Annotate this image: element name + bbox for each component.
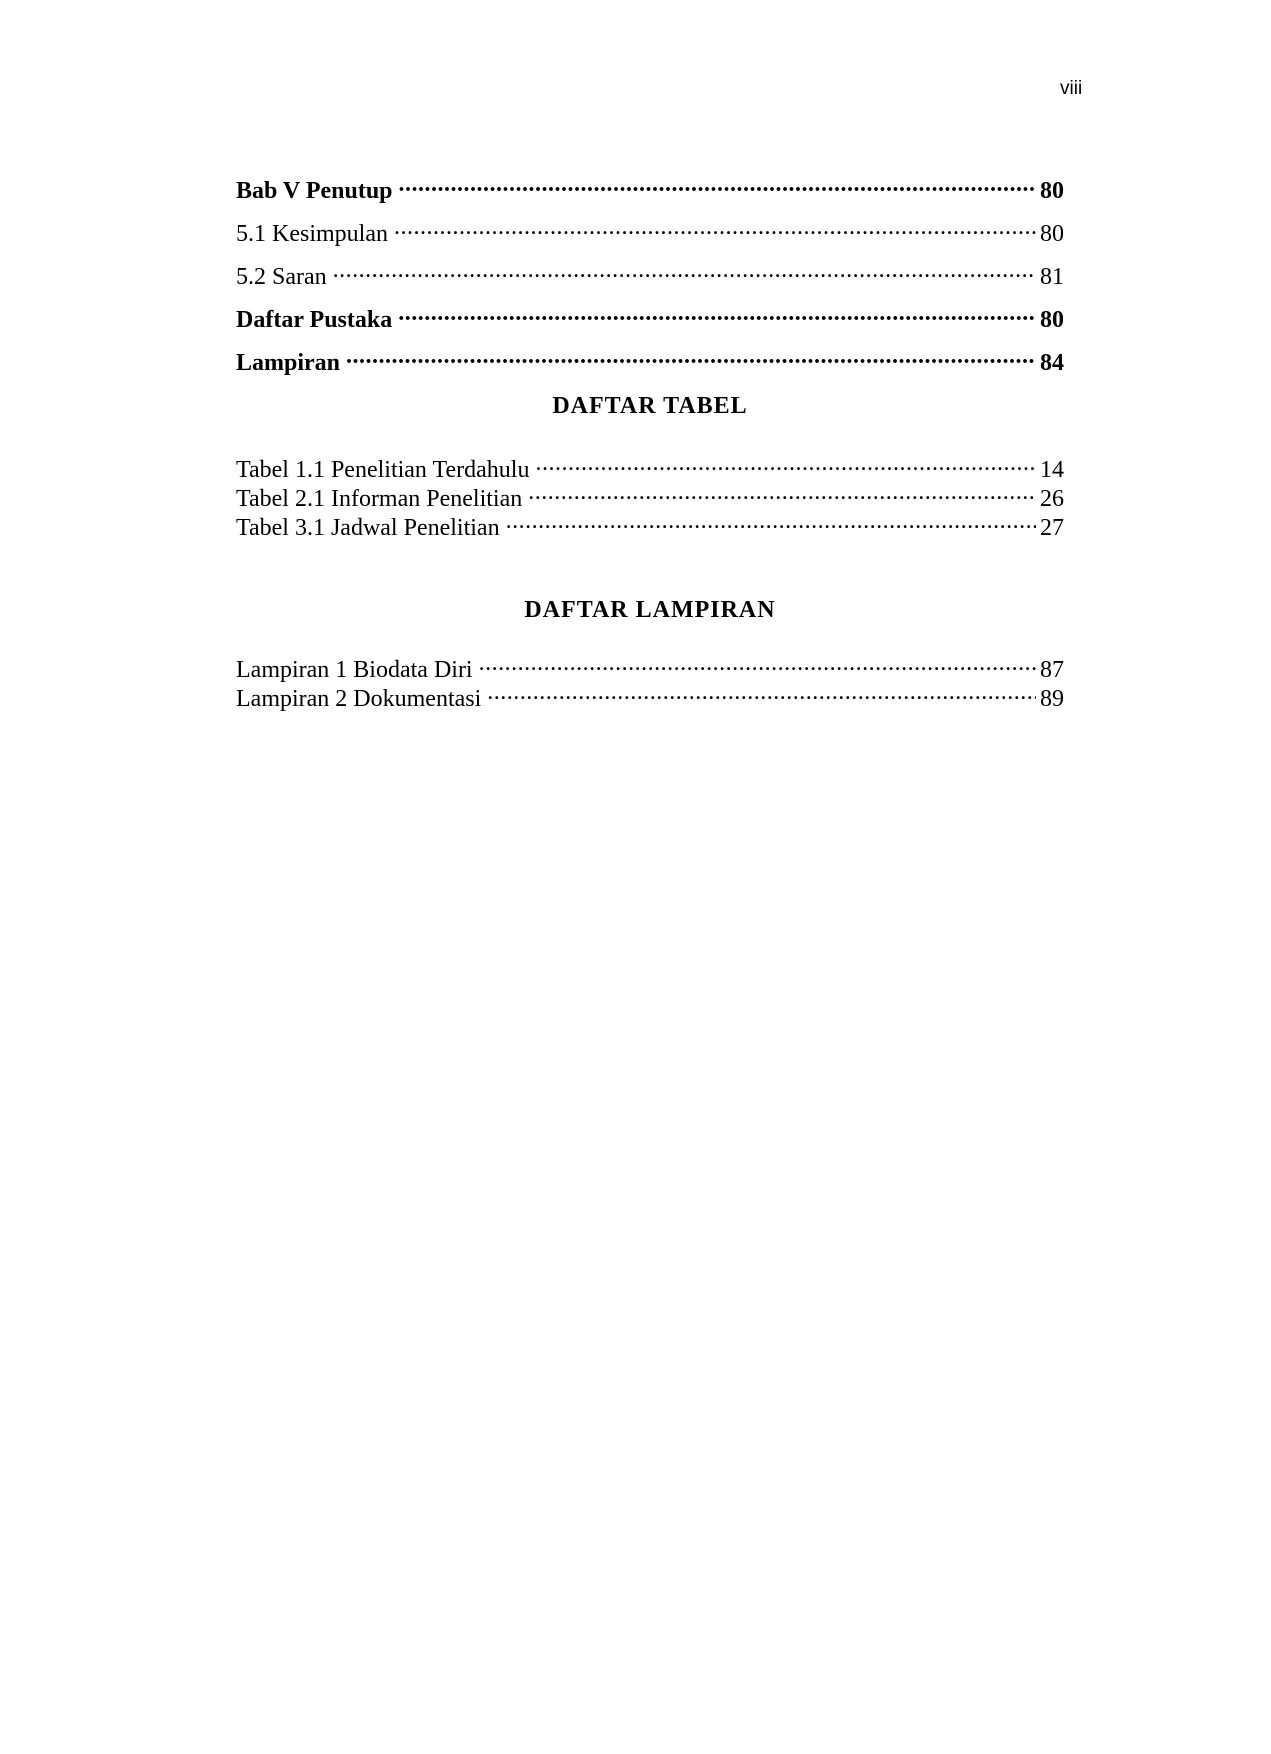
- appendix-entry-page: 87: [1040, 657, 1064, 683]
- table-of-contents: [236, 174, 1064, 389]
- toc-entry-page: 80: [1040, 221, 1064, 247]
- dot-leader: [398, 303, 1036, 327]
- toc-entry-page: 84: [1040, 350, 1064, 376]
- dot-leader: [333, 260, 1036, 284]
- toc-entry-page: 80: [1040, 178, 1064, 204]
- dot-leader: [479, 653, 1036, 677]
- list-of-tables: [236, 453, 1064, 540]
- dot-leader: [394, 217, 1036, 241]
- table-entry-page: 26: [1040, 486, 1064, 512]
- toc-entry-page: 80: [1040, 307, 1064, 333]
- toc-entry-lampiran: [236, 346, 1064, 389]
- list-item: [236, 653, 1064, 682]
- toc-entry-title: Bab V Penutup: [236, 178, 393, 204]
- dot-leader: [346, 346, 1036, 370]
- list-item: [236, 482, 1064, 511]
- table-entry-title: Tabel 3.1 Jadwal Penelitian: [236, 515, 500, 541]
- table-entry-title: Tabel 1.1 Penelitian Terdahulu: [236, 457, 530, 483]
- table-entry-title: Tabel 2.1 Informan Penelitian: [236, 486, 523, 512]
- toc-entry-title: 5.2 Saran: [236, 264, 327, 290]
- toc-entry-page: 81: [1040, 264, 1064, 290]
- dot-leader: [528, 482, 1036, 506]
- toc-entry-daftar-pustaka: [236, 303, 1064, 346]
- dot-leader: [506, 511, 1036, 535]
- table-entry-page: 27: [1040, 515, 1064, 541]
- appendix-entry-title: Lampiran 2 Dokumentasi: [236, 686, 482, 712]
- dot-leader: [535, 453, 1036, 477]
- section-heading-daftar-lampiran: DAFTAR LAMPIRAN: [524, 597, 776, 623]
- toc-entry-title: Daftar Pustaka: [236, 307, 393, 333]
- toc-entry-kesimpulan: [236, 217, 1064, 260]
- list-item: [236, 453, 1064, 482]
- appendix-entry-page: 89: [1040, 686, 1064, 712]
- page-number: viii: [1060, 78, 1083, 99]
- dot-leader: [487, 682, 1036, 706]
- toc-entry-title: Lampiran: [236, 350, 341, 376]
- section-heading-daftar-tabel: DAFTAR TABEL: [552, 393, 748, 419]
- table-entry-page: 14: [1040, 457, 1064, 483]
- toc-entry-bab-v: [236, 174, 1064, 217]
- dot-leader: [399, 174, 1036, 198]
- toc-entry-title: 5.1 Kesimpulan: [236, 221, 388, 247]
- toc-entry-saran: [236, 260, 1064, 303]
- list-of-appendices: [236, 653, 1064, 711]
- list-item: [236, 682, 1064, 711]
- appendix-entry-title: Lampiran 1 Biodata Diri: [236, 657, 473, 683]
- list-item: [236, 511, 1064, 540]
